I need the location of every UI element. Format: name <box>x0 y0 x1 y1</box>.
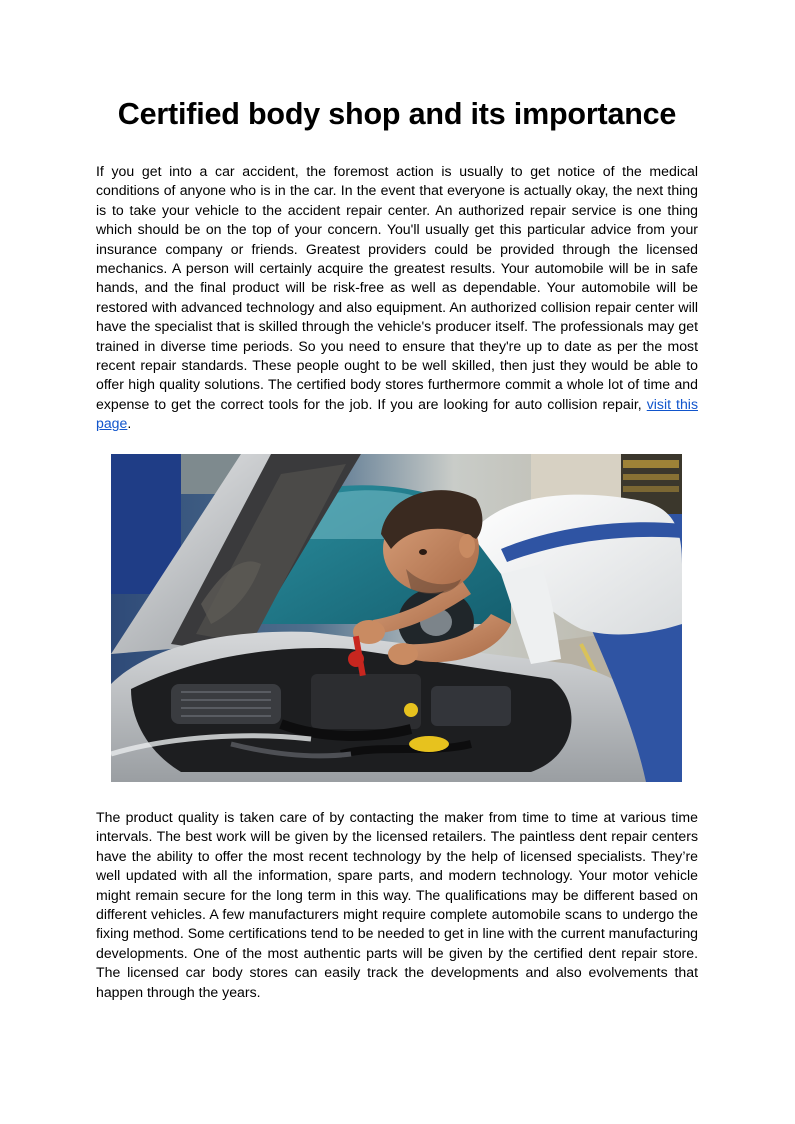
paragraph-intro <box>96 162 698 434</box>
paragraph-quality: The product quality is taken care of by contacting the maker from time to time at various time intervals. The best work will be given by the licensed retailers. The paintless dent repair centers have the ability to offer the most recent technology by the help of licensed specialists. They’re well updated with all the information, spare parts, and modern technology. Your motor vehicle might remain secure for the long term in this way. The qualifications may be different based on different vehicles. A few manufacturers might require complete automobile scans to undergo the fixing method. Some certifications tend to be needed to get in line with the current manufacturing developments. One of the most authentic parts will be given by the certified dent repair store. The licensed car body stores can easily track the developments and also evolvements that happen through the years. <box>96 809 698 1000</box>
page-title: Certified body shop and its importance <box>117 97 677 131</box>
paragraph-intro-text: If you get into a car accident, the foremost action is usually to get notice of the medical conditions of anyone who is in the car. In the event that everyone is actually okay, the next thing is to take your vehicle to the accident repair center. An authorized repair service is one thing which should be on the top of your concern. You'll usually get this particular advice from your insurance company or friends. Greatest providers could be provided through the licensed mechanics. A person will certainly acquire the greatest results. Your automobile will be in safe hands, and the final product will be risk-free as well as dependable. Your automobile will be restored with advanced technology and also equipment. An authorized collision repair center will have the specialist that is skilled through the vehicle's producer itself. The professionals may get trained in diverse time periods. So you need to ensure that they're up to date as per the most recent repair standards. These people ought to be well skilled, then just they would be able to offer high quality solutions. The certified body stores furthermore commit a whole lot of time and expense to get the correct tools for the job. If you are looking for auto collision repair, <box>96 163 698 412</box>
mechanic-engine-photo <box>111 454 682 782</box>
paragraph-intro-trailing: . <box>127 415 132 432</box>
visit-this-page-link[interactable]: visit this page <box>96 395 698 432</box>
